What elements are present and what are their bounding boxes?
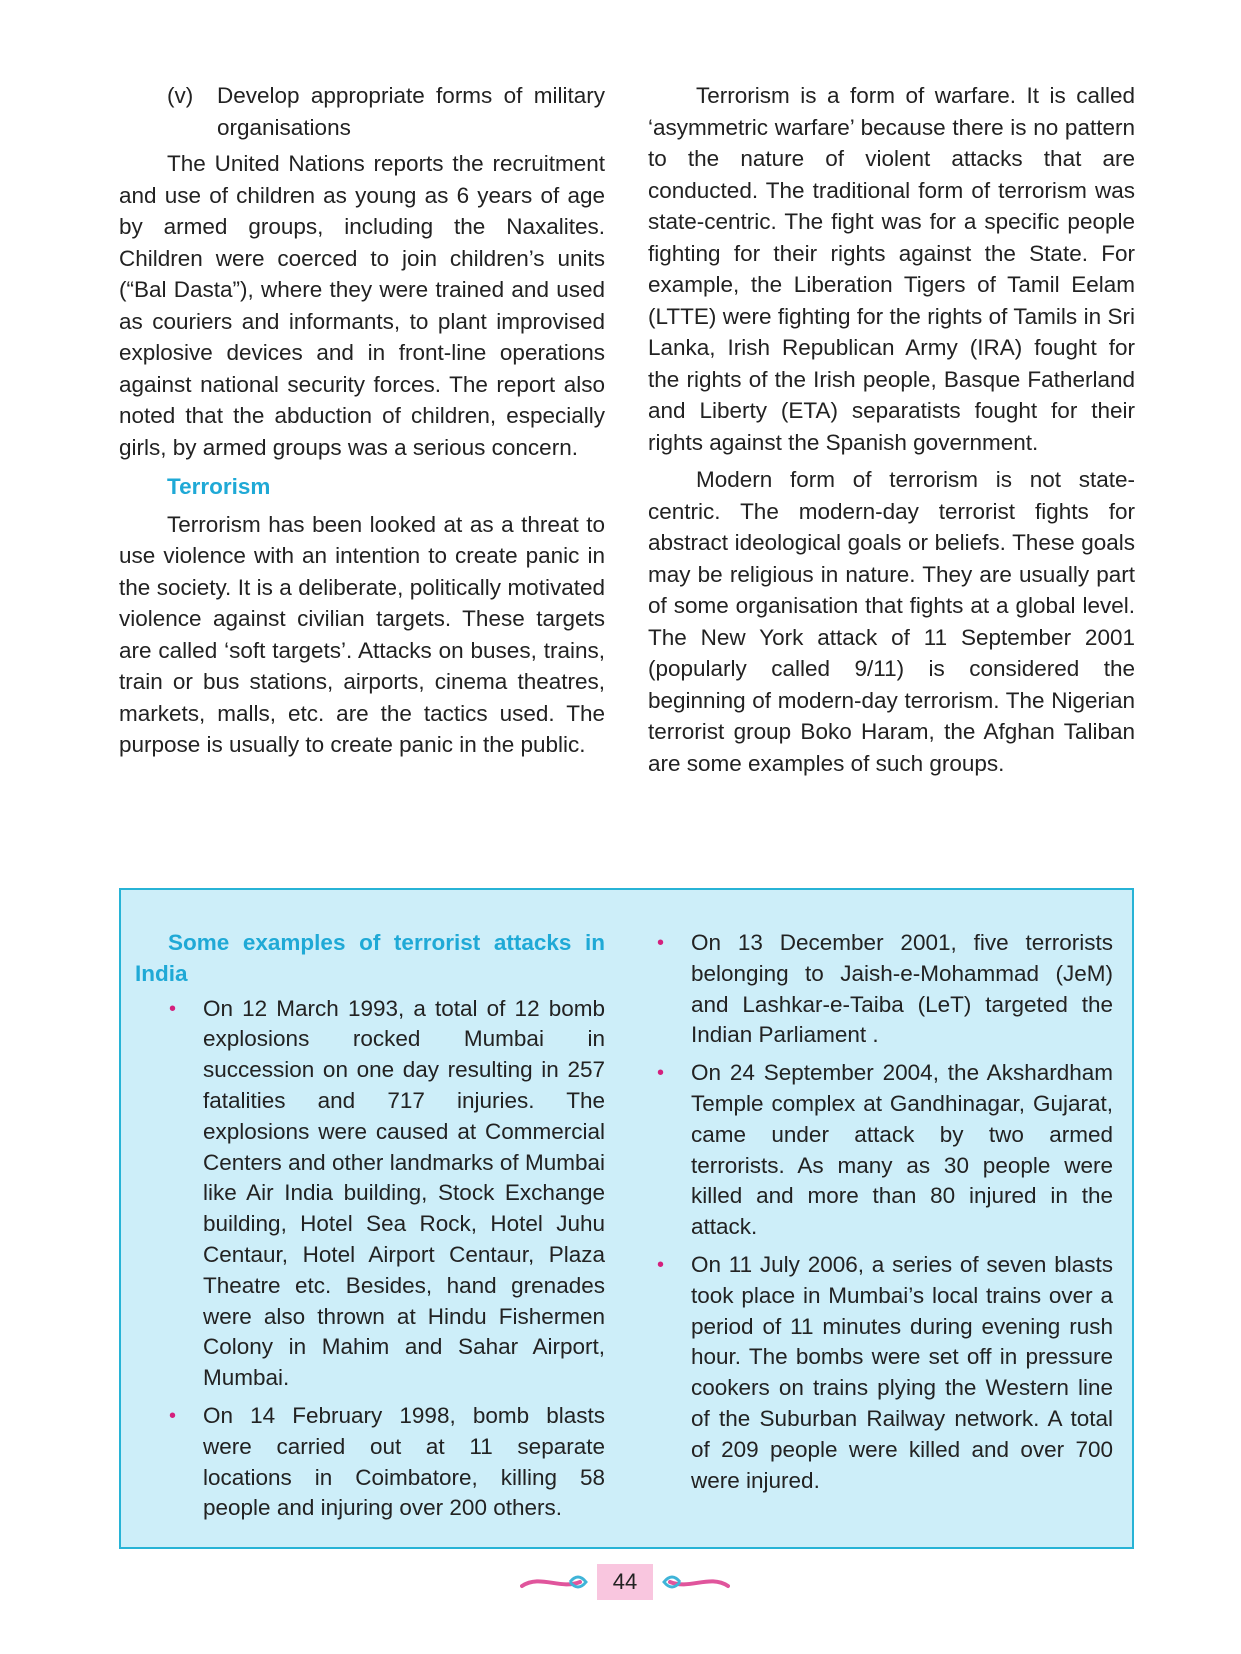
list-item	[649, 928, 1113, 1051]
list-item-text: On 11 July 2006, a series of seven blasts took place in Mumbai’s local trains over a period of 11 minutes during evening rush hour. The bombs were set off in pressure cookers on trains plying the Western line of the Suburban Railway network. A total of 209 people were killed and over 700 were injured.	[691, 1251, 1113, 1493]
list-marker: (v)	[167, 83, 194, 108]
list-item	[649, 1250, 1113, 1496]
list-item	[135, 1401, 605, 1524]
bullet-icon: •	[169, 997, 177, 1020]
list-item-text: On 12 March 1993, a total of 12 bomb explosions rocked Mumbai in succession on one day resulting in 257 fatalities and 717 injuries. The explosions were caused at Commercial Centers and other landmarks of Mumbai like Air India building, Stock Exchange building, Hotel Sea Rock, Hotel Juhu Centaur, Hotel Airport Centaur, Plaza Theatre etc. Besides, hand grenades were also thrown at Hindu Fishermen Colony in Mahim and Sahar Airport, Mumbai.	[203, 995, 605, 1391]
paragraph-asymmetric-warfare: Terrorism is a form of warfare. It is called ‘asymmetric warfare’ because there is no pattern to the nature of violent attacks that are conducted. The traditional form of terrorism was state-centric. The fight was for a specific people fighting for their rights against the State. For example, the Liberation Tigers of Tamil Eelam (LTTE) were fighting for the rights of Tamils in Sri Lanka, Irish Republican Army (IRA) fought for the rights of the Irish people, Basque Fatherland and Liberty (ETA) separatists fought for their rights against the Spanish government.	[648, 83, 1135, 455]
list-item	[135, 994, 605, 1394]
bullet-icon: •	[169, 1404, 177, 1427]
paragraph-un-report: The United Nations reports the recruitment and use of children as young as 6 years of age by armed groups, including the Naxalites. Children were coerced to join children’s units (“Bal Dasta”), where they were trained and used as couriers and informants, to plant improvised explosive devices and in front-line operations against national security forces. The report also noted that the abduction of children, especially girls, by armed groups was a serious concern.	[119, 151, 605, 460]
left-column	[119, 80, 605, 761]
paragraph-terrorism-definition: Terrorism has been looked at as a threat to use violence with an intention to create panic in the society. It is a deliberate, politically motivated violence against civilian targets. These targets are called ‘soft targets’. Attacks on buses, trains, train or bus stations, airports, cinema theatres, markets, malls, etc. are the tactics used. The purpose is usually to create panic in the public.	[119, 511, 605, 757]
section-heading-terrorism: Terrorism	[167, 474, 271, 499]
list-item	[649, 1058, 1113, 1243]
paragraph-modern-terrorism: Modern form of terrorism is not state-centric. The modern-day terrorist fights for abstract ideological goals or beliefs. These goals may be religious in nature. They are usually part of some organisation that fights at a global level. The New York attack of 11 September 2001 (popularly called 9/11) is considered the beginning of modern-day terrorism. The Nigerian terrorist group Boko Haram, the Afghan Taliban are some examples of such groups.	[648, 467, 1135, 776]
box-left-column	[135, 928, 605, 1531]
bullet-icon: •	[657, 1253, 665, 1276]
box-right-column	[649, 928, 1113, 1503]
page-number: 44	[597, 1564, 653, 1600]
page-footer	[520, 1560, 730, 1604]
list-item-text: On 24 September 2004, the Akshardham Temple complex at Gandhinagar, Gujarat, came under attack by two armed terrorists. As many as 30 people were killed and more than 80 injured in the attack.	[691, 1060, 1113, 1240]
box-title: Some examples of terrorist attacks in India	[135, 930, 605, 986]
examples-box	[119, 888, 1134, 1549]
list-item-text: Develop appropriate forms of military organisations	[217, 83, 605, 140]
list-item-text: On 14 February 1998, bomb blasts were carried out at 11 separate locations in Coimbatore, killing 58 people and injuring over 200 others.	[203, 1402, 605, 1521]
bullet-icon: •	[657, 932, 665, 954]
list-item-text: On 13 December 2001, five terrorists belonging to Jaish-e-Mohammad (JeM) and Lashkar-e-Taiba (LeT) targeted the Indian Parliament .	[691, 930, 1113, 1048]
right-column	[648, 80, 1135, 779]
bullet-icon: •	[657, 1062, 665, 1085]
list-item	[167, 80, 605, 143]
